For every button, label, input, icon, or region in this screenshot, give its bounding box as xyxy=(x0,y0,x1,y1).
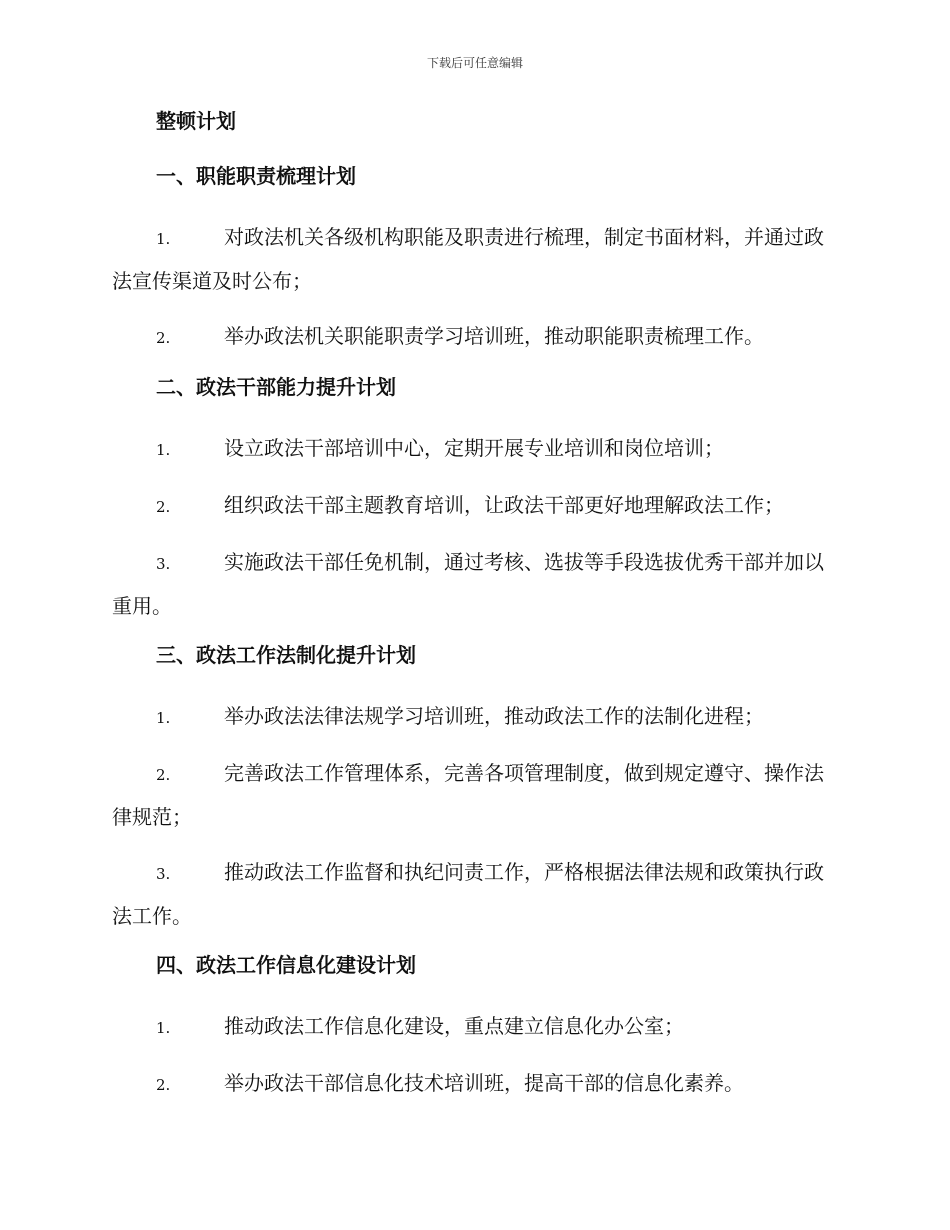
section-2 xyxy=(112,372,837,627)
item-text: 举办政法机关职能职责学习培训班，推动职能职责梳理工作。 xyxy=(224,324,764,348)
section-heading: 一、职能职责梳理计划 xyxy=(156,164,356,188)
section-heading: 二、政法干部能力提升计划 xyxy=(156,375,396,399)
list-item xyxy=(112,427,837,471)
item-number: 2. xyxy=(156,766,171,784)
item-number: 2. xyxy=(156,498,171,516)
item-text: 对政法机关各级机构职能及职责进行梳理，制定书面材料，并通过政法宣传渠道及时公布； xyxy=(112,225,824,293)
item-text: 设立政法干部培训中心，定期开展专业培训和岗位培训； xyxy=(224,436,724,460)
list-item xyxy=(112,1062,837,1106)
item-text: 组织政法干部主题教育培训，让政法干部更好地理解政法工作； xyxy=(224,493,784,517)
header-note: 下载后可任意编辑 xyxy=(426,56,523,70)
item-text: 举办政法法律法规学习培训班，推动政法工作的法制化进程； xyxy=(224,704,764,728)
item-number: 2. xyxy=(156,329,171,347)
list-item xyxy=(112,484,837,528)
section-1 xyxy=(112,161,837,359)
list-item xyxy=(112,695,837,739)
section-heading: 四、政法工作信息化建设计划 xyxy=(156,953,416,977)
section-4 xyxy=(112,950,837,1106)
list-item xyxy=(112,216,837,302)
document-body xyxy=(112,106,837,1119)
list-item xyxy=(112,752,837,838)
item-number: 1. xyxy=(156,441,171,459)
list-item xyxy=(112,1005,837,1049)
section-3 xyxy=(112,640,837,937)
item-text: 推动政法工作监督和执纪问责工作，严格根据法律法规和政策执行政法工作。 xyxy=(112,860,824,928)
list-item xyxy=(112,851,837,937)
item-number: 2. xyxy=(156,1076,171,1094)
item-number: 1. xyxy=(156,709,171,727)
item-number: 1. xyxy=(156,230,171,248)
document-title: 整顿计划 xyxy=(156,109,236,133)
list-item xyxy=(112,315,837,359)
item-text: 举办政法干部信息化技术培训班，提高干部的信息化素养。 xyxy=(224,1071,744,1095)
item-text: 实施政法干部任免机制，通过考核、选拔等手段选拔优秀干部并加以重用。 xyxy=(112,550,824,618)
item-number: 3. xyxy=(156,865,171,883)
item-text: 推动政法工作信息化建设，重点建立信息化办公室； xyxy=(224,1014,684,1038)
item-number: 1. xyxy=(156,1019,171,1037)
list-item xyxy=(112,541,837,627)
section-heading: 三、政法工作法制化提升计划 xyxy=(156,643,416,667)
item-text: 完善政法工作管理体系，完善各项管理制度，做到规定遵守、操作法律规范； xyxy=(112,761,824,829)
item-number: 3. xyxy=(156,555,171,573)
